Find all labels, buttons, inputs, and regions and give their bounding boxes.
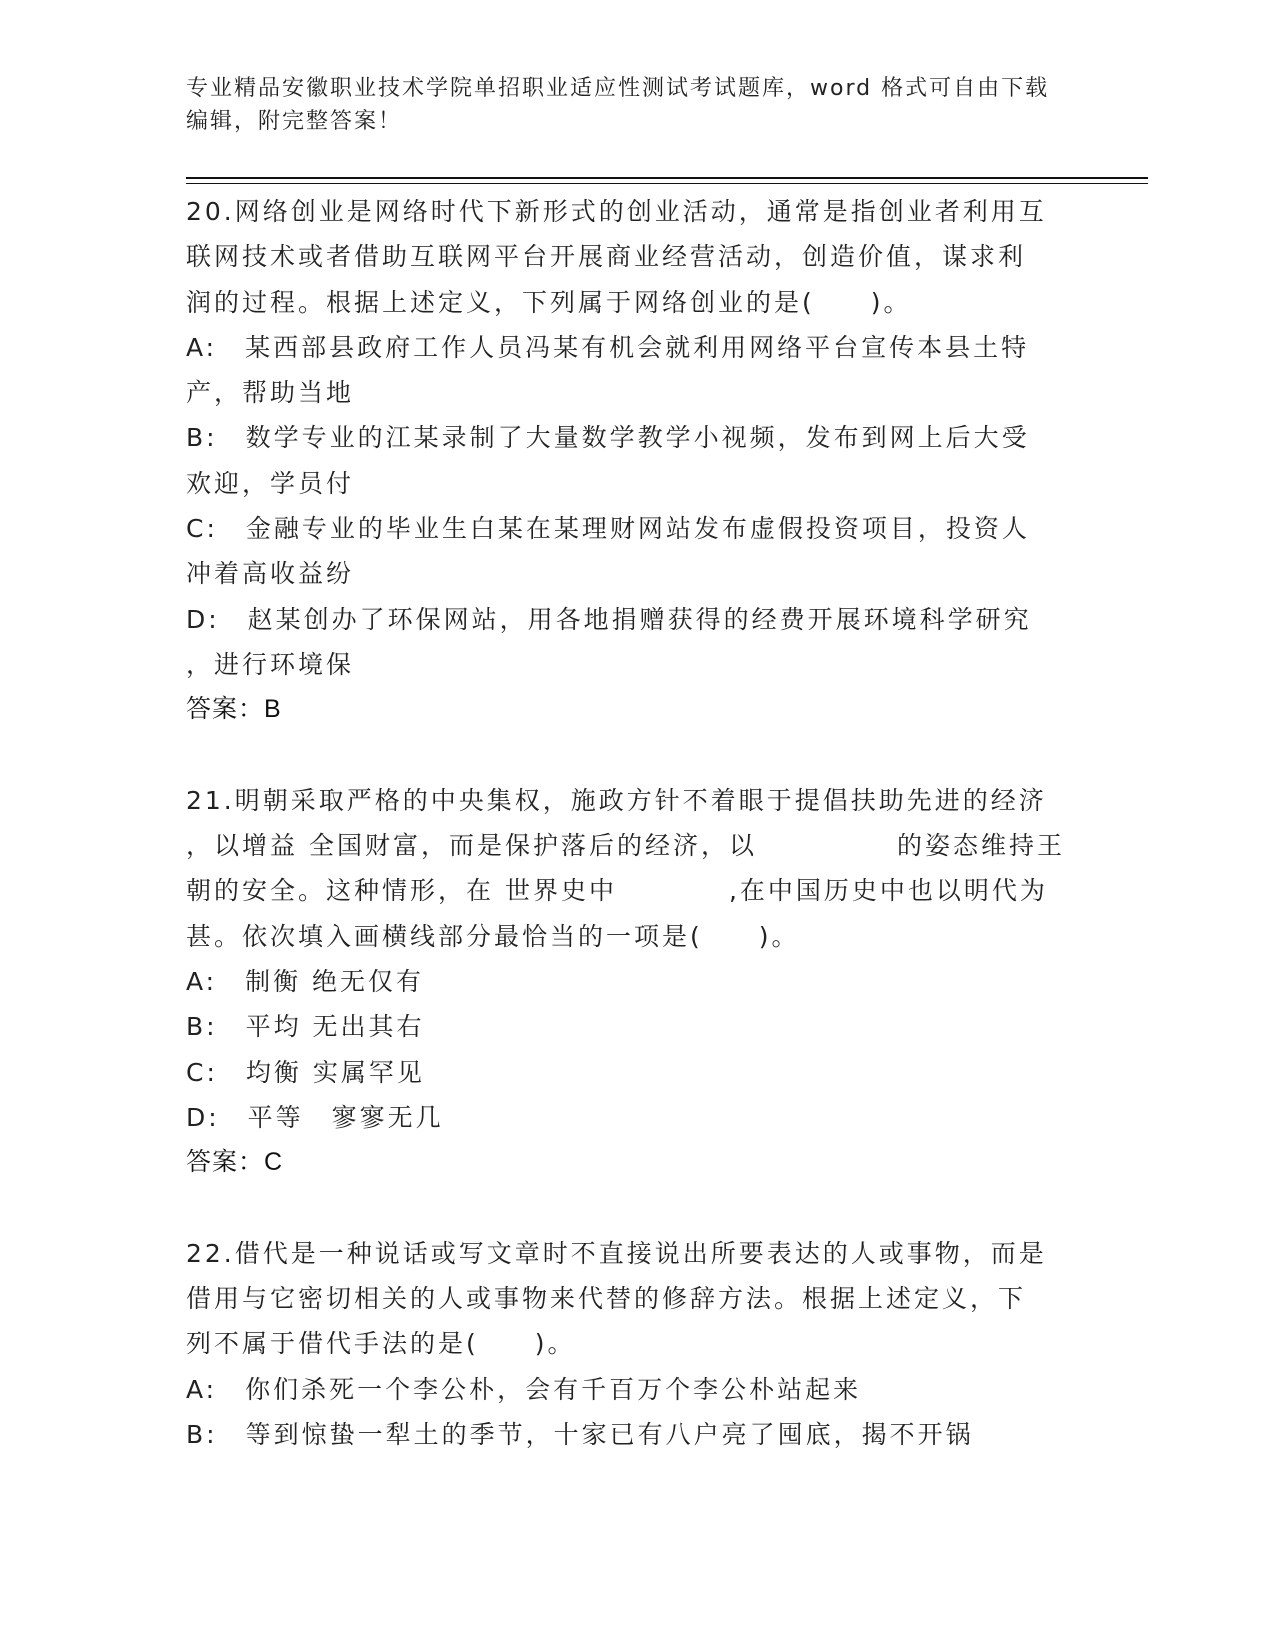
option-d-line: D: 平等 寥寥无几 [186,1102,444,1132]
question-stem-line: 润的过程。根据上述定义，下列属于网络创业的是( )。 [186,287,912,317]
question-stem-line: 借用与它密切相关的人或事物来代替的修辞方法。根据上述定义，下 [186,1284,1027,1314]
question-21 [186,778,1066,1186]
question-spacer [186,1186,1066,1231]
question-stem-line: 列不属于借代手法的是( )。 [186,1329,576,1359]
option-b-line: B: 等到惊蛰一犁土的季节，十家已有八户亮了囤底，揭不开锅 [186,1420,974,1450]
question-stem-line: 21.明朝采取严格的中央集权，施政方针不着眼于提倡扶助先进的经济 [186,785,1047,815]
question-stem-line: 22.借代是一种说话或写文章时不直接说出所要表达的人或事物，而是 [186,1238,1047,1268]
option-a-line: A: 制衡 绝无仅有 [186,967,425,997]
document-header [186,72,1066,138]
question-stem-line: 20.网络创业是网络时代下新形式的创业活动，通常是指创业者利用互 [186,197,1047,226]
option-b-line: 欢迎，学员付 [186,468,355,498]
answer-label: 答案：B [186,695,282,724]
option-b-line: B: 平均 无出其右 [186,1012,425,1042]
header-line-1: 专业精品安徽职业技术学院单招职业适应性测试考试题库，word 格式可自由下载 [186,76,1050,101]
header-divider-thick [186,177,1148,179]
question-stem-line: 朝的安全。这种情形，在 世界史中 ,在中国历史中也以明代为 [186,876,1048,906]
option-d-line: D: 赵某创办了环保网站，用各地捐赠获得的经费开展环境科学研究 [186,604,1032,634]
question-stem-line: 甚。依次填入画横线部分最恰当的一项是( )。 [186,921,800,951]
option-c-line: C: 金融专业的毕业生白某在某理财网站发布虚假投资项目，投资人 [186,514,1030,544]
question-stem-line: ，以增益 全国财富，而是保护落后的经济，以 的姿态维持王 [186,831,1065,861]
answer-label: 答案：C [186,1148,284,1177]
option-b-line: B: 数学专业的江某录制了大量数学教学小视频，发布到网上后大受 [186,423,1030,453]
option-c-line: C: 均衡 实属罕见 [186,1057,425,1087]
question-stem-line: 联网技术或者借助互联网平台开展商业经营活动，创造价值，谋求利 [186,242,1027,272]
option-c-line: 冲着高收益纷 [186,559,355,589]
option-a-line: 产，帮助当地 [186,378,355,408]
option-a-line: A: 你们杀死一个李公朴，会有千百万个李公朴站起来 [186,1374,862,1404]
header-line-2: 编辑，附完整答案！ [186,109,403,134]
option-d-line: ，进行环境保 [186,649,355,679]
question-list [186,189,1066,1457]
question-22 [186,1231,1066,1457]
header-divider-thin [186,183,1148,184]
question-spacer [186,733,1066,778]
question-20 [186,189,1066,733]
option-a-line: A: 某西部县政府工作人员冯某有机会就利用网络平台宣传本县土特 [186,332,1030,362]
